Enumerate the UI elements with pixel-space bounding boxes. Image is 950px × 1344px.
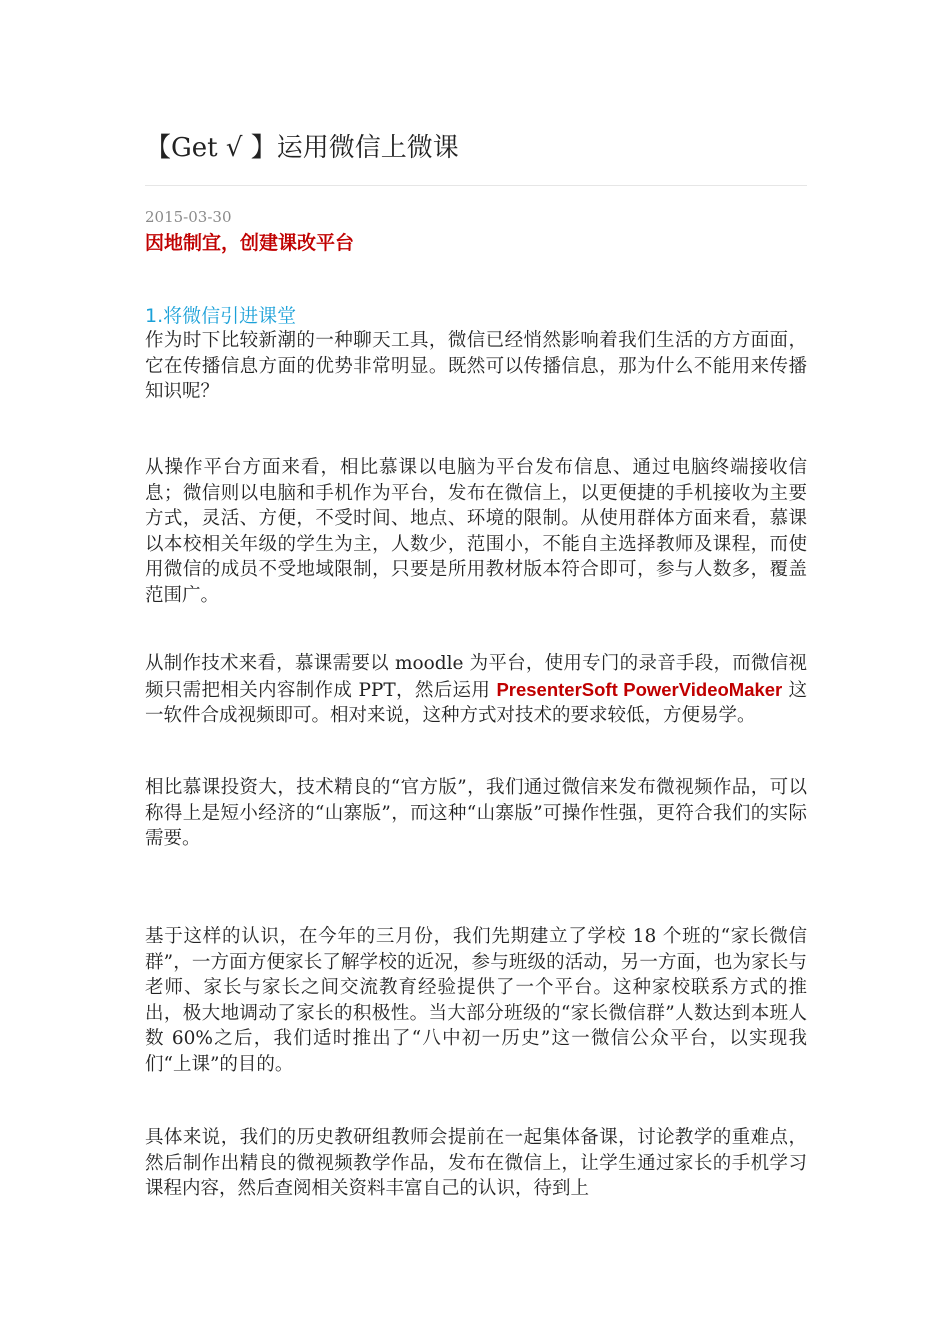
paragraph-4: 相比慕课投资大，技术精良的“官方版”，我们通过微信来发布微视频作品，可以称得上是短小经济的“山寨版”，而这种“山寨版”可操作性强，更符合我们的实际需要。	[145, 777, 807, 849]
section-heading: 1.将微信引进课堂	[145, 305, 297, 327]
paragraph-3-text-end: 这一软件合成视频即可。相对来说，这种方式对技术的要求较低，方便易学。	[145, 679, 807, 726]
paragraph-3-text-start: 从制作技术来看，慕课需要以 moodle 为平台，使用专门的录音手段，而微信视频只需把相关内容制作成 PPT，然后运用	[145, 653, 807, 701]
paragraph-3	[145, 651, 807, 729]
software-name-highlight: PresenterSoft PowerVideoMaker	[496, 678, 783, 700]
paragraph-1: 作为时下比较新潮的一种聊天工具，微信已经悄然影响着我们生活的方方面面，它在传播信息方面的优势非常明显。既然可以传播信息，那为什么不能用来传播知识呢？	[145, 330, 807, 402]
publish-date: 2015-03-30	[145, 208, 232, 226]
article-subtitle: 因地制宜，创建课改平台	[145, 232, 355, 254]
paragraph-2: 从操作平台方面来看，相比慕课以电脑为平台发布信息、通过电脑终端接收信息；微信则以电脑和手机作为平台，发布在微信上，以更便捷的手机接收为主要方式，灵活、方便，不受时间、地点、环境的限制。从使用群体方面来看，慕课以本校相关年级的学生为主，人数少，范围小，不能自主选择教师及课程，而使用微信的成员不受地域限制，只要是所用教材版本符合即可，参与人数多，覆盖范围广。	[145, 457, 807, 606]
paragraph-5: 基于这样的认识，在今年的三月份，我们先期建立了学校 18 个班的“家长微信群”，一方面方便家长了解学校的近况，参与班级的活动，另一方面，也为家长与老师、家长与家长之间交流教育经验提供了一个平台。这种家校联系方式的推出，极大地调动了家长的积极性。当大部分班级的“家长微信群”人数达到本班人数 60%之后，我们适时推出了“八中初一历史”这一微信公众平台，以实现我们“上课”的目的。	[145, 926, 807, 1075]
article-title: 【Get √ 】运用微信上微课	[145, 133, 459, 163]
paragraph-6: 具体来说，我们的历史教研组教师会提前在一起集体备课，讨论教学的重难点，然后制作出精良的微视频教学作品，发布在微信上，让学生通过家长的手机学习课程内容，然后查阅相关资料丰富自己的认识，待到上	[145, 1127, 807, 1199]
title-divider	[145, 185, 807, 186]
